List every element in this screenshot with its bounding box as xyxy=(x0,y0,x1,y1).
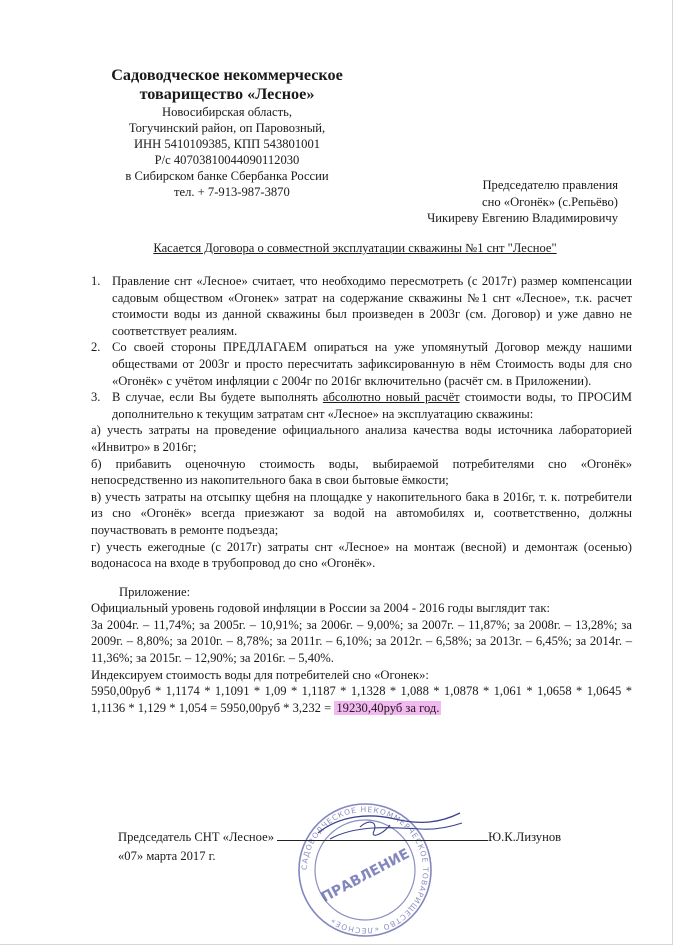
numbered-item-3 xyxy=(91,389,632,422)
signer-name: Ю.К.Лизунов xyxy=(488,830,562,844)
item-text-underlined: абсолютно новый расчёт xyxy=(322,390,460,405)
item-text: Со своей стороны ПРЕДЛАГАЕМ опираться на уже упомянутый Договор между нашими обществами от 2003г и просто пересчитать зафиксированную в нём Стоимость воды для сно «Огонёк» с учётом инфляции с 2004г по 2016г включительно (расчёт см. в Приложении). xyxy=(112,340,632,388)
item-number: 3. xyxy=(91,390,101,405)
subitem-b: б) прибавить оценочную стоимость воды, выбираемой потребителями сно «Огонёк» непосредственно из накопительного бака в свои бытовые ёмкости; xyxy=(91,456,632,488)
signature-line xyxy=(118,830,561,845)
org-detail-region: Новосибирская область, xyxy=(162,105,292,119)
org-detail-inn: ИНН 5410109385, КПП 543801001 xyxy=(133,137,321,151)
organization-name xyxy=(62,66,392,104)
subitem-c: в) учесть затраты на отсыпку щебня на площадке у накопительного бака в 2016г, т. к. потребители из сно «Огонёк» всегда приезжают за водой на автомобилях и, соответственно, должны поучаствовать в ремонте подъезда; xyxy=(91,489,632,537)
numbered-item-1 xyxy=(91,273,632,339)
numbered-item-2 xyxy=(91,339,632,389)
organization-details xyxy=(62,104,392,200)
addressee-line2: сно «Огонёк» (с.Репьёво) xyxy=(482,194,618,209)
org-phone: тел. + 7-913-987-3870 xyxy=(174,185,290,199)
item-text-before: В случае, если Вы будете выполнять xyxy=(112,390,323,405)
document-date: «07» марта 2017 г. xyxy=(118,849,216,863)
item-number: 2. xyxy=(91,340,101,355)
signature-underline xyxy=(277,830,455,841)
signature-underline-end xyxy=(455,830,488,841)
calculation xyxy=(91,683,632,716)
appendix-intro: Официальный уровень годовой инфляции в России за 2004 - 2016 годы выглядит так: xyxy=(91,601,550,616)
subitem-a: а) учесть затраты на проведение официального анализа качества воды источника лабораторией «Инвитро» в 2016г; xyxy=(91,423,632,454)
org-detail-account: Р/с 40703810044090112030 xyxy=(154,153,300,167)
addressee-line1: Председателю правления xyxy=(482,178,618,192)
stamp-center-text: ПРАВЛЕНИЕ xyxy=(318,845,413,906)
handwritten-signature xyxy=(300,805,470,885)
addressee-block xyxy=(360,177,618,227)
org-name-line2: товарищество «Лесное» xyxy=(139,85,315,103)
subitem-d: г) учесть ежегодные (с 2017г) затраты снт «Лесное» на монтаж (весной) и демонтаж (осенью) водонасоса на входе в трубопровод до сно «Огонёк». xyxy=(91,539,632,571)
item-text: Правление снт «Лесное» считает, что необходимо пересмотреть (с 2017г) размер компенсации садовым обществом «Огонек» затрат на содержание скважины №1 снт «Лесное», т.к. расчет стоимости воды из данной скважины был произведен в 2003г (см. Договор) и уже давно не соответствует реалиям. xyxy=(112,274,632,338)
subject-line: Касается Договора о совместной эксплуатации скважины №1 снт "Лесное" xyxy=(153,241,557,255)
org-detail-bank: в Сибирском банке Сбербанка России xyxy=(125,169,329,183)
org-detail-district: Тогучинский район, оп Паровозный, xyxy=(128,121,326,135)
calculation-formula: 5950,00руб * 1,1174 * 1,1091 * 1,09 * 1,1187 * 1,1328 * 1,088 * 1,0878 * 1,061 * 1,0658 * 1,0645 * 1,1136 * 1,129 * 1,054 = 5950,00руб * 3,232 = xyxy=(91,684,632,715)
stamp-ring-text: САДОВОДЧЕСКОЕ НЕКОММЕРЧЕСКОЕ ТОВАРИЩЕСТВО «ЛЕСНОЕ» xyxy=(299,804,431,936)
appendix-title: Приложение: xyxy=(119,584,191,599)
calculation-result: 19230,40руб за год. xyxy=(336,700,440,715)
item-number: 1. xyxy=(91,274,101,288)
org-name-line1: Садоводческое некоммерческое xyxy=(111,66,343,84)
signer-position: Председатель СНТ «Лесное» xyxy=(118,830,274,844)
inflation-rates: За 2004г. – 11,74%; за 2005г. – 10,91%; за 2006г. – 9,00%; за 2007г. – 11,87%; за 2008г. – 13,28%; за 2009г. – 8,80%; за 2010г. – 8,78%; за 2011г. – 6,10%; за 2012г. – 6,58%; за 2013г. – 6,45%; за 2014г. – 11,36%; за 2015г. – 12,90%; за 2016г. – 5,40%. xyxy=(91,617,632,666)
addressee-line3: Чикиреву Евгению Владимировичу xyxy=(427,211,618,225)
letter-body xyxy=(91,273,632,716)
item-text-after: стоимости воды, то ПРОСИМ дополнительно к текущим затратам снт «Лесное» на эксплуатацию скважины: xyxy=(112,390,632,421)
index-intro: Индексируем стоимость воды для потребителей сно «Огонек»: xyxy=(91,667,429,682)
